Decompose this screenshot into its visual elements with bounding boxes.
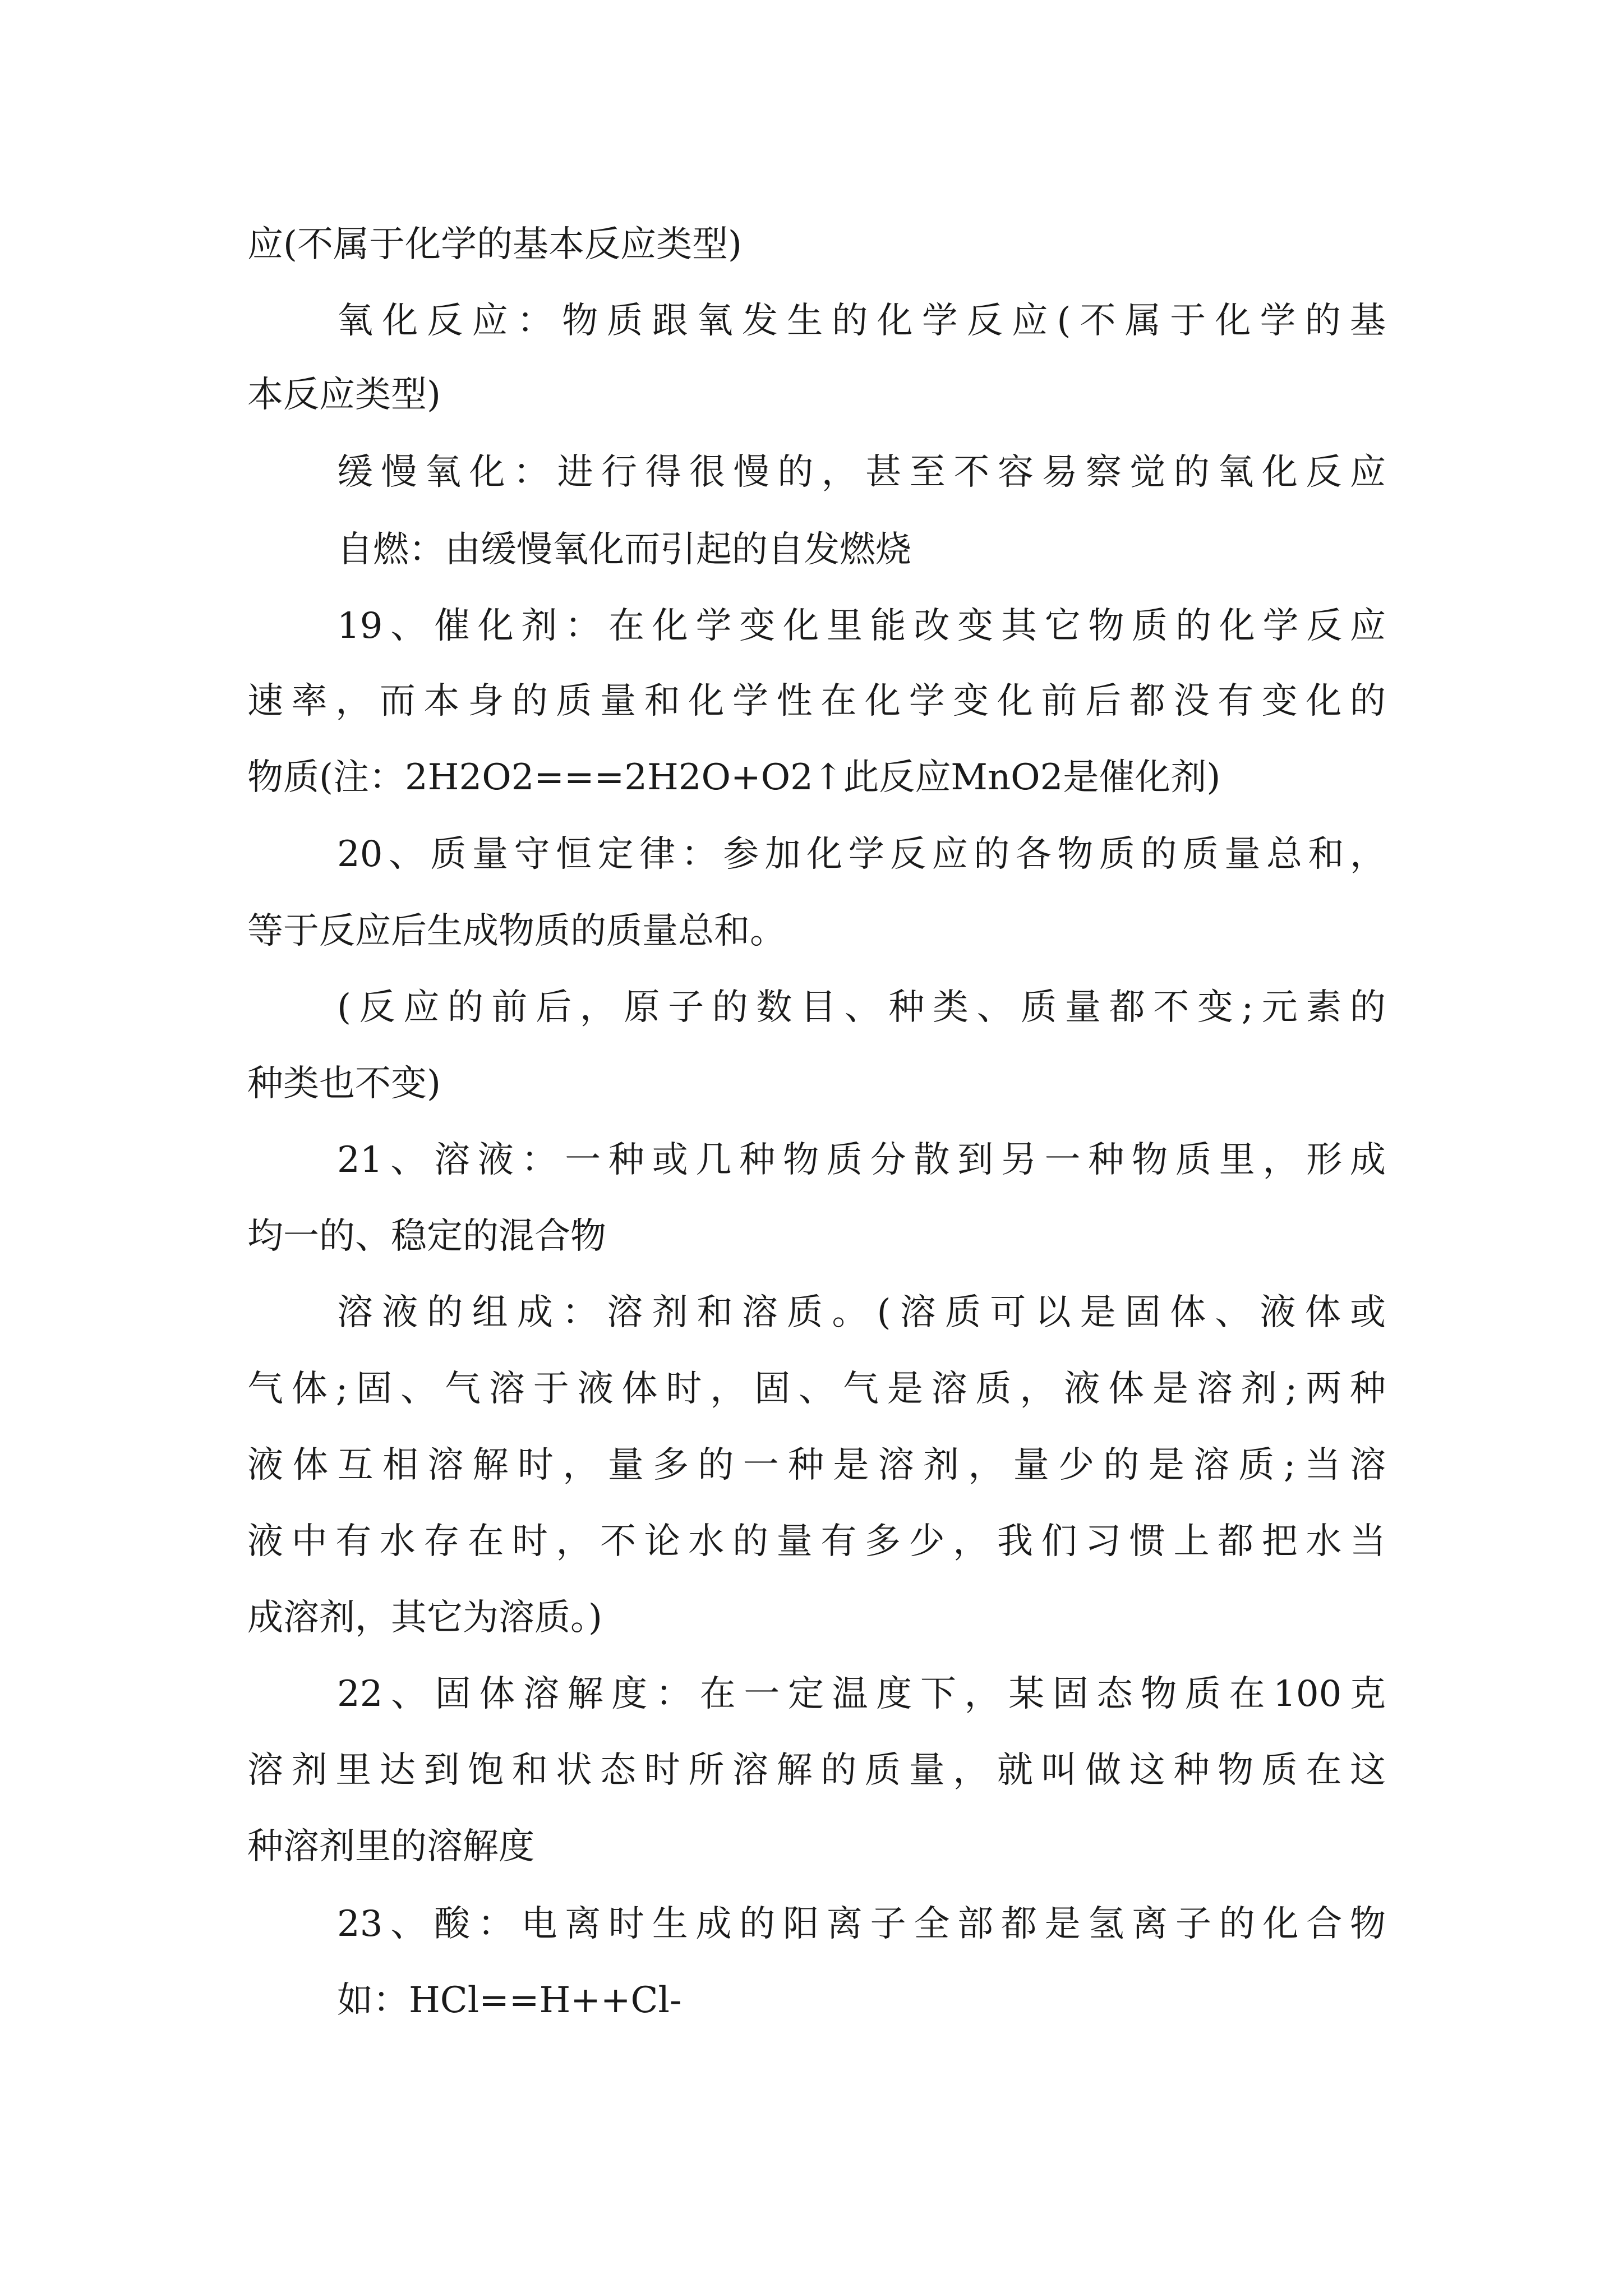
text-line: 22、固体溶解度：在一定温度下，某固态物质在100克 <box>337 1673 1386 1715</box>
text-line: 缓慢氧化：进行得很慢的，甚至不容易察觉的氧化反应 <box>337 452 1386 493</box>
text-line: (反应的前后，原子的数目、种类、质量都不变;元素的 <box>337 987 1386 1028</box>
text-line: 种类也不变) <box>247 1063 441 1105</box>
text-line: 20、质量守恒定律：参加化学反应的各物质的质量总和， <box>337 834 1386 875</box>
text-line: 速率，而本身的质量和化学性在化学变化前后都没有变化的 <box>247 680 1386 722</box>
text-line: 本反应类型) <box>247 374 441 416</box>
text-line: 如：HCl==H++Cl- <box>337 1980 682 2021</box>
text-line: 液中有水存在时，不论水的量有多少，我们习惯上都把水当 <box>247 1521 1386 1562</box>
text-line: 成溶剂，其它为溶质。) <box>247 1597 602 1639</box>
text-line: 气体;固、气溶于液体时，固、气是溶质，液体是溶剂;两种 <box>247 1368 1386 1410</box>
text-line: 液体互相溶解时，量多的一种是溶剂，量少的是溶质;当溶 <box>247 1444 1386 1486</box>
text-line: 应(不属于化学的基本反应类型) <box>247 224 742 265</box>
text-line: 溶剂里达到饱和状态时所溶解的质量，就叫做这种物质在这 <box>247 1750 1386 1791</box>
text-line: 21、溶液：一种或几种物质分散到另一种物质里，形成 <box>337 1139 1386 1181</box>
text-line: 溶液的组成：溶剂和溶质。(溶质可以是固体、液体或 <box>337 1292 1386 1333</box>
text-line: 23、酸：电离时生成的阳离子全部都是氢离子的化合物 <box>337 1903 1386 1945</box>
text-line: 自燃：由缓慢氧化而引起的自发燃烧 <box>337 529 911 570</box>
text-line: 19、催化剂：在化学变化里能改变其它物质的化学反应 <box>337 605 1386 647</box>
text-line: 均一的、稳定的混合物 <box>247 1216 606 1257</box>
text-line: 种溶剂里的溶解度 <box>247 1826 534 1867</box>
text-line: 氧化反应：物质跟氧发生的化学反应(不属于化学的基 <box>337 300 1386 342</box>
text-line: 物质(注：2H2O2===2H2O+O2↑此反应MnO2是催化剂) <box>247 757 1221 798</box>
text-line: 等于反应后生成物质的质量总和。 <box>247 910 786 952</box>
